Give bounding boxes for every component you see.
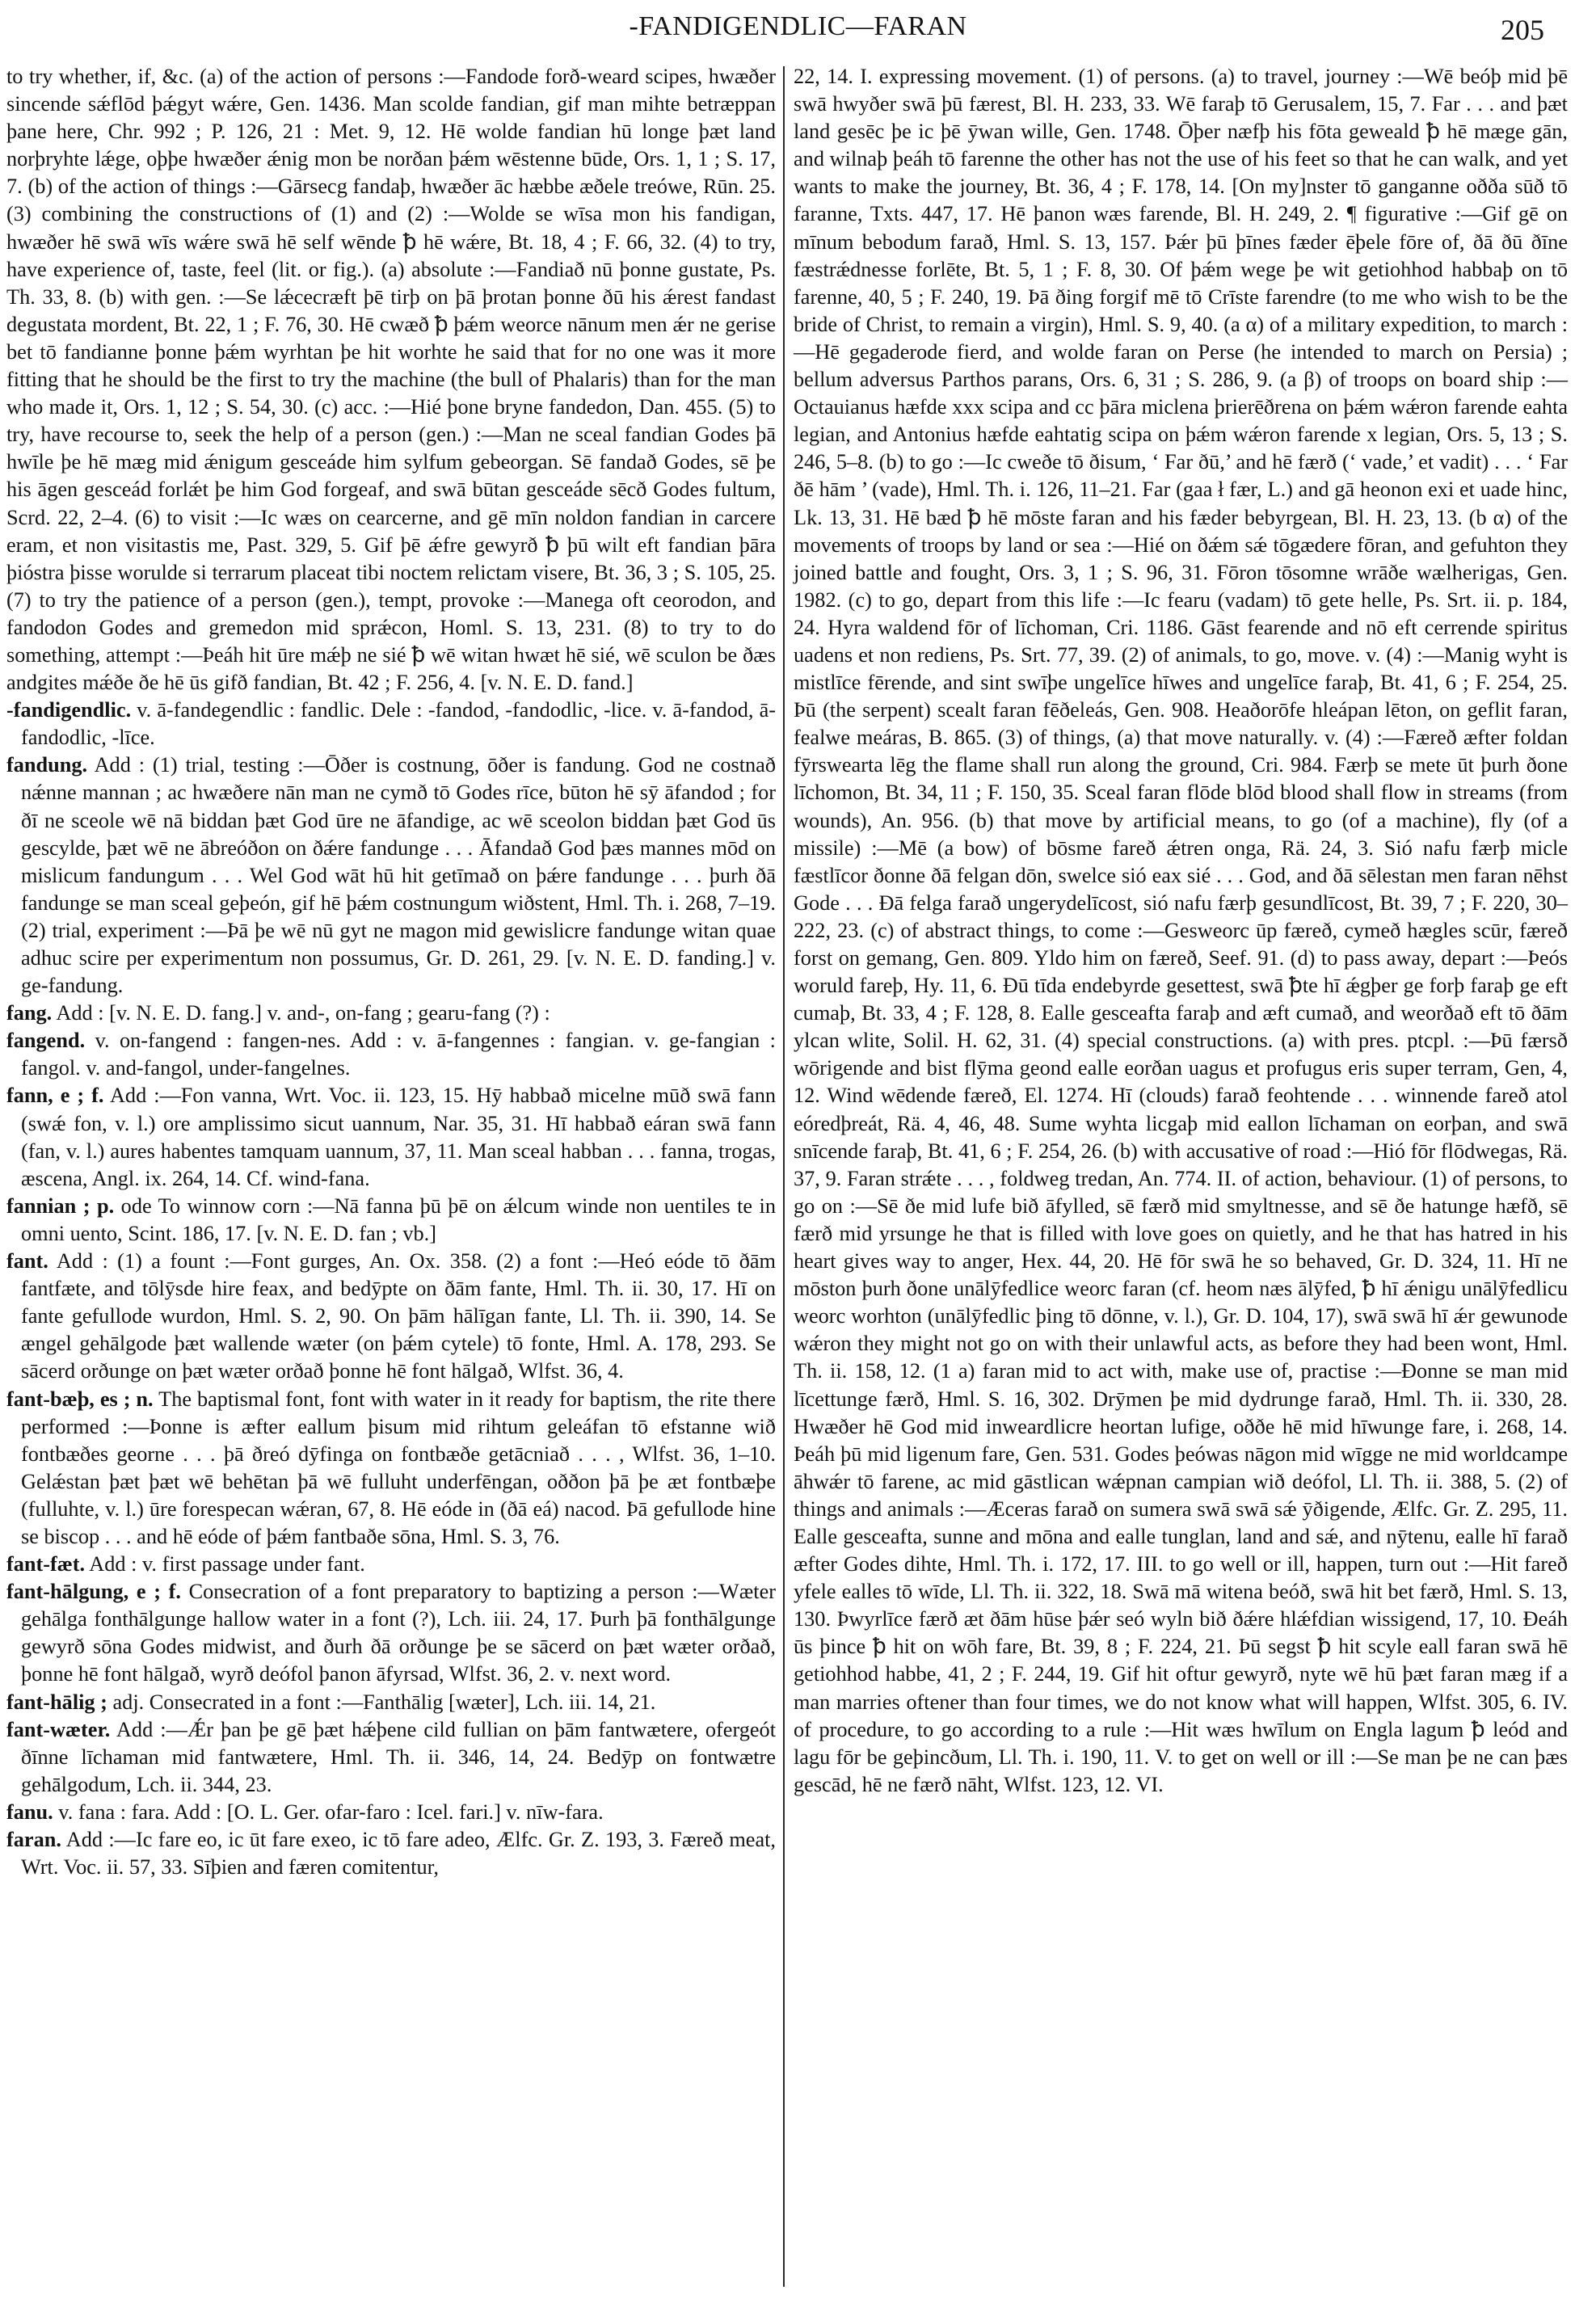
right-column [794, 63, 1568, 1799]
dictionary-entry [6, 1551, 776, 1578]
dictionary-entry [6, 1689, 776, 1716]
entry-body: v. on-fangend : fangen-nes. Add : v. ā-fangennes : fangian. v. ge-fangian : fangol. v. and-fangol, under-fangelnes. [21, 1029, 776, 1080]
entry-headword: fant-hālgung, e ; f. [6, 1580, 181, 1604]
entry-headword: fann, e ; f. [6, 1084, 104, 1108]
entry-body: Add : (1) a fount :—Font gurges, An. Ox. 358. (2) a font :—Heó eóde tō ðām fantfæte, and tōlȳsde hire feax, and bedȳpte on ðām fante, Hml. Th. ii. 30, 17. Hī on fante gefullode wurdon, Hml. S. 2, 90. On þām hālīgan fante, Ll. Th. ii. 390, 14. Se ængel gehālgode þæt wallende wæter (on þǽm cytele) tō fonte, Hml. A. 178, 293. Se sācerd orðunge on þæt wæter orðað þonne hē font hālgað, Wlfst. 36, 4. [21, 1249, 776, 1383]
column-divider [783, 66, 785, 2287]
dictionary-entry [6, 751, 776, 1000]
dictionary-entry [6, 1386, 776, 1551]
page-number: 205 [1501, 14, 1544, 46]
left-column [6, 63, 776, 1881]
dictionary-entry [6, 697, 776, 751]
dictionary-entry [6, 1799, 776, 1826]
entry-body: Add :—Ǽr þan þe gē þæt hǽþene cild fullian on þām fantwætere, ofergeót ðīnne līchaman mid fantwætere, Hml. Th. ii. 346, 14, 24. Bedȳp on fontwætre gehālgodum, Lch. ii. 344, 23. [21, 1717, 776, 1796]
entry-headword: fant-wæter. [6, 1717, 111, 1741]
continued-entry-text-right: 22, 14. I. expressing movement. (1) of persons. (a) to travel, journey :—Wē beóþ mid þē swā hwyðer swā þū færest, Bl. H. 233, 33. Wē faraþ tō Gerusalem, 15, 7. Far . . . and þæt land gesēc þe ic þē ȳwan wille, Gen. 1748. Ōþer næfþ his fōta geweald ꝥ hē mæge gān, and wilnaþ þeáh tō farenne the other has not the use of his feet so that he can walk, and yet wants to make the journey, Bt. 36, 4 ; F. 178, 14. [On my]nster tō ganganne oððа sūð tō faranne, Txts. 447, 17. Hē þanon wæs farende, Bl. H. 249, 2. ¶ figurative :—Gif gē on mīnum bebodum farað, Hml. S. 13, 157. Þǽr þū þīnes fæder ēþele fōre of, ðā ðū ðīne fæstrǽdnesse forlēte, Bt. 5, 1 ; F. 8, 30. Of þǽm wege þe wit getiohhod habbaþ on tō farenne, 40, 5 ; F. 240, 19. Þā ðing forgif mē tō Crīste farendre (to me who wish to be the bride of Christ, to remain a virgin), Hml. S. 9, 40. (a α) of a military expedition, to march :—Hē gegaderode fierd, and wolde faran on Perse (he intended to march on Persia) ; bellum adversus Parthos parans, Ors. 6, 31 ; S. 286, 9. (a β) of troops on board ship :—Octauianus hæfde xxx scipa and cc þāra miclena þrierēðrena on þǽm wǽron farende eahta legian, and Antonius hæfde eahtatig scipa on þǽm wǽron farende x legian, Ors. 5, 13 ; S. 246, 5–8. (b) to go :—Ic cweðe tō ðisum, ‘ Far ðū,’ and hē færð (‘ vade,’ et vadit) . . . ‘ Far ðē hām ’ (vade), Hml. Th. i. 126, 11–21. Far (gaa ł fær, L.) and gā heonon exi et uade hinc, Lk. 13, 31. Hē bæd ꝥ hē mōste faran and his fæder bebyrgean, Bl. H. 23, 13. (b α) of the movements of troops by land or sea :—Hié on ðǽm sǽ tōgædere fōran, and gefuhton they joined battle and fought, Ors. 3, 1 ; S. 96, 31. Fōron tōsomne wrāðe wælherigas, Gen. 1982. (c) to go, depart from this life :—Ic fearu (vadam) tō gete helle, Ps. Srt. ii. p. 184, 24. Hyra waldend fōr of līchoman, Cri. 1186. Gāst fearende and nō eft cerrende spiritus uadens et non rediens, Ps. Srt. 77, 39. (2) of animals, to go, move. v. (4) :—Manig wyht is mistlīce fērende, and sint swīþe ungelīce hīwes and ungelīce faraþ, Bt. 41, 6 ; F. 254, 25. Þū (the serpent) scealt faran fēðeleás, Gen. 908. Heaðorōfe hleápan lēton, on geflit faran, fealwe meáras, B. 865. (3) of things, (a) that move naturally. v. (4) :—Færeð æfter foldan fȳrswearta lēg the flame shall run along the ground, Cri. 984. Færþ se mete ūt þurh ðone līchomon, Bt. 34, 11 ; F. 150, 35. Sceal faran flōde blōd blood shall flow in streams (from wounds), An. 956. (b) that move by artificial means, to go (of a machine), fly (of a missile) :—Mē (a bow) of bōsme fareð ǽtren onga, Rä. 24, 3. Sió nafu færþ micle fæstlīcor ðonne ðā felgan dōn, swelce sió eax sié . . . God, and ðā sēlestan men faran nēhst Gode . . . Ðā felga farað ungerydelīcost, sió nafu færþ gesundlīcost, Bt. 39, 7 ; F. 220, 30–222, 23. (c) of abstract things, to come :—Gesweorc ūp færeð, cymeð hægles scūr, færeð forst on gemang, Gen. 809. Yldo him on færeð, Seef. 91. (d) to pass away, depart :—Þeós woruld fareþ, Hy. 11, 6. Ðū tīda endebyrde gesettest, swā ꝥte hī ǽgþer ge forþ faraþ ge eft cumaþ, Bt. 33, 4 ; F. 128, 8. Ealle gesceafta faraþ and æft cumað, and weorðað eft tō ðām ylcan wlite, Solil. H. 62, 31. (4) special constructions. (a) with pres. ptcpl. :—Þū færsð wōrigende and bist flȳma geond ealle eorðan uagus et profugus eris super terram, Gen, 4, 12. Wind wēdende færeð, El. 1274. Hī (clouds) farað feohtende . . . winnende fareð atol eóredþreát, Rä. 4, 46, 48. Sume wyhta licgaþ mid eallon līchaman on eorþan, and swā snīcende faraþ, Bt. 41, 6 ; F. 254, 26. (b) with accusative of road :—Hió fōr flōdwegas, Rä. 37, 9. Faran strǽte . . . , foldweg tredan, An. 774. II. of action, behaviour. (1) of persons, to go on :—Sē ðe mid lufe bið āfylled, sē færð mid smyltnesse, and sē ðe hatunge hæfð, sē færð mid yrsunge he that is filled with love goes on quietly, and he that has hatred in his heart gives way to anger, Hex. 44, 20. Hē fōr swā he so behaved, Gr. D. 324, 11. Hī ne mōston þurh ðone unālȳfedlice weorc faran (cf. heom næs ālȳfed, ꝥ hī ǽnigu unālȳfedlicu weorc worhton (unālȳfedlic þing tō dōnne, v. l.), Gr. D. 104, 17), swā swā hī ǽr gewunode wǽron they might not go on with their unlawful acts, as before they had been wont, Hml. Th. ii. 158, 12. (1 a) faran mid to act with, make use of, practise :—Ðonne se man mid līcettunge færð, Hml. S. 16, 302. Drȳmen þe mid dydrunge farað, Hml. Th. ii. 330, 28. Hwæðer hē God mid inweardlicre heortan lufige, oððe hē mid hīwunge fare, i. 268, 14. Þeáh þū mid ligenum fare, Gen. 531. Godes þeówas nāgon mid wīgge ne mid worldcampe āhwǽr tō farene, ac mid gāstlican wǽpnan campian wið deófol, Ll. Th. ii. 388, 5. (2) of things and animals :—Æceras farað on sumera swā swā sǽ ȳðigende, Ælfc. Gr. Z. 295, 11. Ealle gesceafta, sunne and mōna and ealle tunglan, land and sǽ, and nȳtenu, ealle hī farað æfter Godes dihte, Hml. Th. i. 172, 17. III. to go well or ill, happen, turn out :—Hit fareð yfele ealles tō wīde, Ll. Th. ii. 322, 18. Swā mā witena beóð, swā hit bet færð, Hml. S. 13, 130. Þwyrlīce færð æt ðām hūse þǽr seó wyln bið ðǽre hlǽfdian wissigend, 17, 10. Ðeáh ūs þince ꝥ hit on wōh fare, Bt. 39, 8 ; F. 224, 21. Þū segst ꝥ hit scyle eall faran swā hē getiohhod habbe, 41, 2 ; F. 244, 19. Gif hit oftur gewyrð, nyte wē hū þæt faran mæg if a man marries oftener than four times, we do not know what will happen, Wlfst. 305, 6. IV. of procedure, to go according to a rule :—Hit wæs hwīlum on Engla lagum ꝥ leód and lagu fōr be geþincðum, Ll. Th. i. 190, 11. V. to get on well or ill :—Se man þe ne can þæs gescād, hē ne færð nāht, Wlfst. 123, 12. VI. [794, 65, 1568, 1796]
entry-headword: fanu. [6, 1800, 53, 1824]
entry-body: v. fana : fara. Add : [O. L. Ger. ofar-faro : Icel. fari.] v. nīw-fara. [53, 1800, 604, 1824]
entry-body: adj. Consecrated in a font :—Fanthālig [wæter], Lch. iii. 14, 21. [107, 1690, 656, 1714]
running-title: -FANDIGENDLIC—FARAN [629, 11, 967, 41]
entry-body: ode To winnow corn :—Nā fanna þū þē on ǽlcum winde non uentiles te in omni uento, Scint. 186, 17. [v. N. E. D. fan ; vb.] [21, 1193, 777, 1245]
entry-headword: -fandigendlic. [6, 698, 132, 722]
entry-headword: fant. [6, 1249, 48, 1273]
entry-body: v. ā-fandegendlic : fandlic. Dele : -fandod, -fandodlic, -lice. v. ā-fandod, ā-fandodlic, -līce. [21, 698, 776, 750]
entry-body: Add : v. first passage under fant. [85, 1552, 365, 1576]
entry-headword: fangend. [6, 1029, 86, 1053]
running-head [0, 8, 1596, 47]
entry-body: Add :—Fon vanna, Wrt. Voc. ii. 123, 15. Hȳ habbað micelne mūð swā fann (swǽ fon, v. l.) ore amplissimo sicut uannum, Nar. 35, 31. Hī habbað eáran swā fann (fan, v. l.) aures habentes tamquam uannum, 37, 11. Man sceal habban . . . fanna, trogas, æscena, Angl. ix. 264, 14. Cf. wind-fana. [21, 1084, 776, 1190]
dictionary-entry [6, 1248, 776, 1385]
continued-entry-text: to try whether, if, &c. (a) of the action of persons :—Fandode forð-weard scipes, hwæðer sincende sǽflōd þǽgyt wǽre, Gen. 1436. Man scolde fandian, gif man mihte betræppan þane here, Chr. 992 ; P. 126, 21 : Met. 9, 12. Hē wolde fandian hū longe þæt land norþryhte lǽge, oþþe hwæðer ǽnig mon be norðan þǽm wēstenne būde, Ors. 1, 1 ; S. 17, 7. (b) of the action of things :—Gārsecg fandaþ, hwæðer āc hæbbe æðele treówe, Rūn. 25. (3) combining the constructions of (1) and (2) :—Wolde se wīsa mon his fandigan, hwæðer hē swā wīs wǽre swā hē self wēnde ꝥ hē wǽre, Bt. 18, 4 ; F. 66, 32. (4) to try, have experience of, taste, feel (lit. or fig.). (a) absolute :—Fandiað nū þonne gustate, Ps. Th. 33, 8. (b) with gen. :—Se lǽcecræft þē tirþ on þā þrotan þonne ðū his ǽrest fandast degustata mordent, Bt. 22, 1 ; F. 76, 30. Hē cwæð ꝥ þǽm weorce nānum men ǽr ne gerise bet tō fandianne þonne þǽm wyrhtan þe hit worhte he said that for no one was it more fitting that he should be the first to try the machine (the bull of Phalaris) than for the man who made it, Ors. 1, 12 ; S. 54, 30. (c) acc. :—Hié þone bryne fandedon, Dan. 455. (5) to try, have recourse to, seek the help of a person (gen.) :—Man ne sceal fandian Godes þā hwīle þe hē mæg mid ǽnigum gesceáde him sylfum gebeorgan. Sē fandað Godes, sē þe his āgen gesceád forlǽt þe him God forgeaf, and swā būtan gesceáde sēcð Godes fultum, Scrd. 22, 2–4. (6) to visit :—Ic wæs on cearcerne, and gē mīn noldon fandian in carcere eram, et non visitastis me, Past. 329, 5. Gif þē ǽfre gewyrð ꝥ þū wilt eft fandian þāra þióstra þisse woruldе si terrarum placeat tibi noctem relictam visere, Bt. 36, 3 ; S. 105, 25. (7) to try the patience of a person (gen.), tempt, provoke :—Manega oft ceorodon, and fandodon Godes and gremedon mid sprǽcon, Homl. S. 13, 231. (8) to try to do something, attempt :—Þeáh hit ūre mǽþ ne sié ꝥ wē witan hwæt hē sié, wē sculon be ðæs andgites mǽðe ðe hē ūs gifð fandian, Bt. 42 ; F. 256, 4. [v. N. E. D. fand.] [6, 65, 776, 695]
entry-headword: fant-hālig ; [6, 1690, 107, 1714]
entry-headword: fang. [6, 1001, 53, 1025]
dictionary-entry [6, 1826, 776, 1881]
entry-body: Add :—Ic fare eo, ic ūt fare exeo, ic tō fare adeo, Ælfc. Gr. Z. 193, 3. Færeð meat, Wrt. Voc. ii. 57, 33. Sīþien and færen comitentur, [21, 1828, 776, 1880]
entry-body: Add : (1) trial, testing :—Ōðer is costnung, ōðer is fandung. God ne costnað nǽnne mannan ; ac hwæðere nān man ne cymð tō Godes rīce, būton hē sȳ āfandod ; for ðī ne sceole wē nā biddan þæt God ūre ne āfandige, ac wē sceolon biddan þæt God ūs gescylde, þæt wē ne ābreóðon on ðǽre fandunge . . . Āfandað God þæs mannes mōd on mislicum fandungum . . . Wel God wāt hū hit getīmað on þǽre fandunge . . . þurh ðā fandunge se man sceal geþeón, gif hē þǽm costnungum wiðstent, Hml. Th. i. 268, 7–19. (2) trial, experiment :—Þā þe wē nū gyt ne magon mid gewislicre fandunge witan quae adhuc scire per experimentum non possumus, Gr. D. 261, 29. [v. N. E. D. fanding.] v. ge-fandung. [21, 753, 776, 998]
entry-headword: fandung. [6, 753, 88, 777]
dictionary-entry [6, 1193, 776, 1248]
dictionary-entry [6, 1082, 776, 1192]
entry-body: The baptismal font, font with water in it ready for baptism, the rite there performed :—Þonne is æfter eallum þisum mid rihtum geleáfan tō efstanne wið fontbæðes georne . . . þā ðreó dȳfinga on fontbæðe getācniað . . . , Wlfst. 36, 1–10. Gelǽstan þæt þæt wē behētan þā wē fulluht underfēngan, oððon þā þe æt fontbæþe (fulluhte, v. l.) ūre forespecan wǽran, 67, 8. Hē eóde in (ðā eá) nacod. Þā gefullode hine se biscop . . . and hē eóde of þǽm fantbaðe sōna, Hml. S. 3, 76. [21, 1387, 776, 1548]
entry-headword: fant-fæt. [6, 1552, 86, 1576]
entry-headword: fannian ; p. [6, 1193, 115, 1218]
dictionary-entry [6, 1578, 776, 1688]
dictionary-entry [6, 1000, 776, 1027]
dictionary-entry [6, 1716, 776, 1799]
entry-headword: fant-bæþ, es ; n. [6, 1387, 154, 1411]
entry-headword: faran. [6, 1828, 61, 1851]
entry-body: Consecration of a font preparatory to baptizing a person :—Wæter gehālga fonthālgunge hallow water in a font (?), Lch. iii. 24, 17. Þurh þā fonthālgunge gewyrð sōna Godes midwist, and ðurh ðā orðunge þe se sācerd on þæt wæter orðað, þonne hē font hālgað, wyrð deófol þanon āfyrsad, Wlfst. 36, 2. v. next word. [21, 1580, 777, 1686]
entry-body: Add : [v. N. E. D. fang.] v. and-, on-fang ; gearu-fang (?) : [52, 1001, 550, 1025]
dictionary-entry [6, 1027, 776, 1082]
entry-list [6, 697, 776, 1881]
